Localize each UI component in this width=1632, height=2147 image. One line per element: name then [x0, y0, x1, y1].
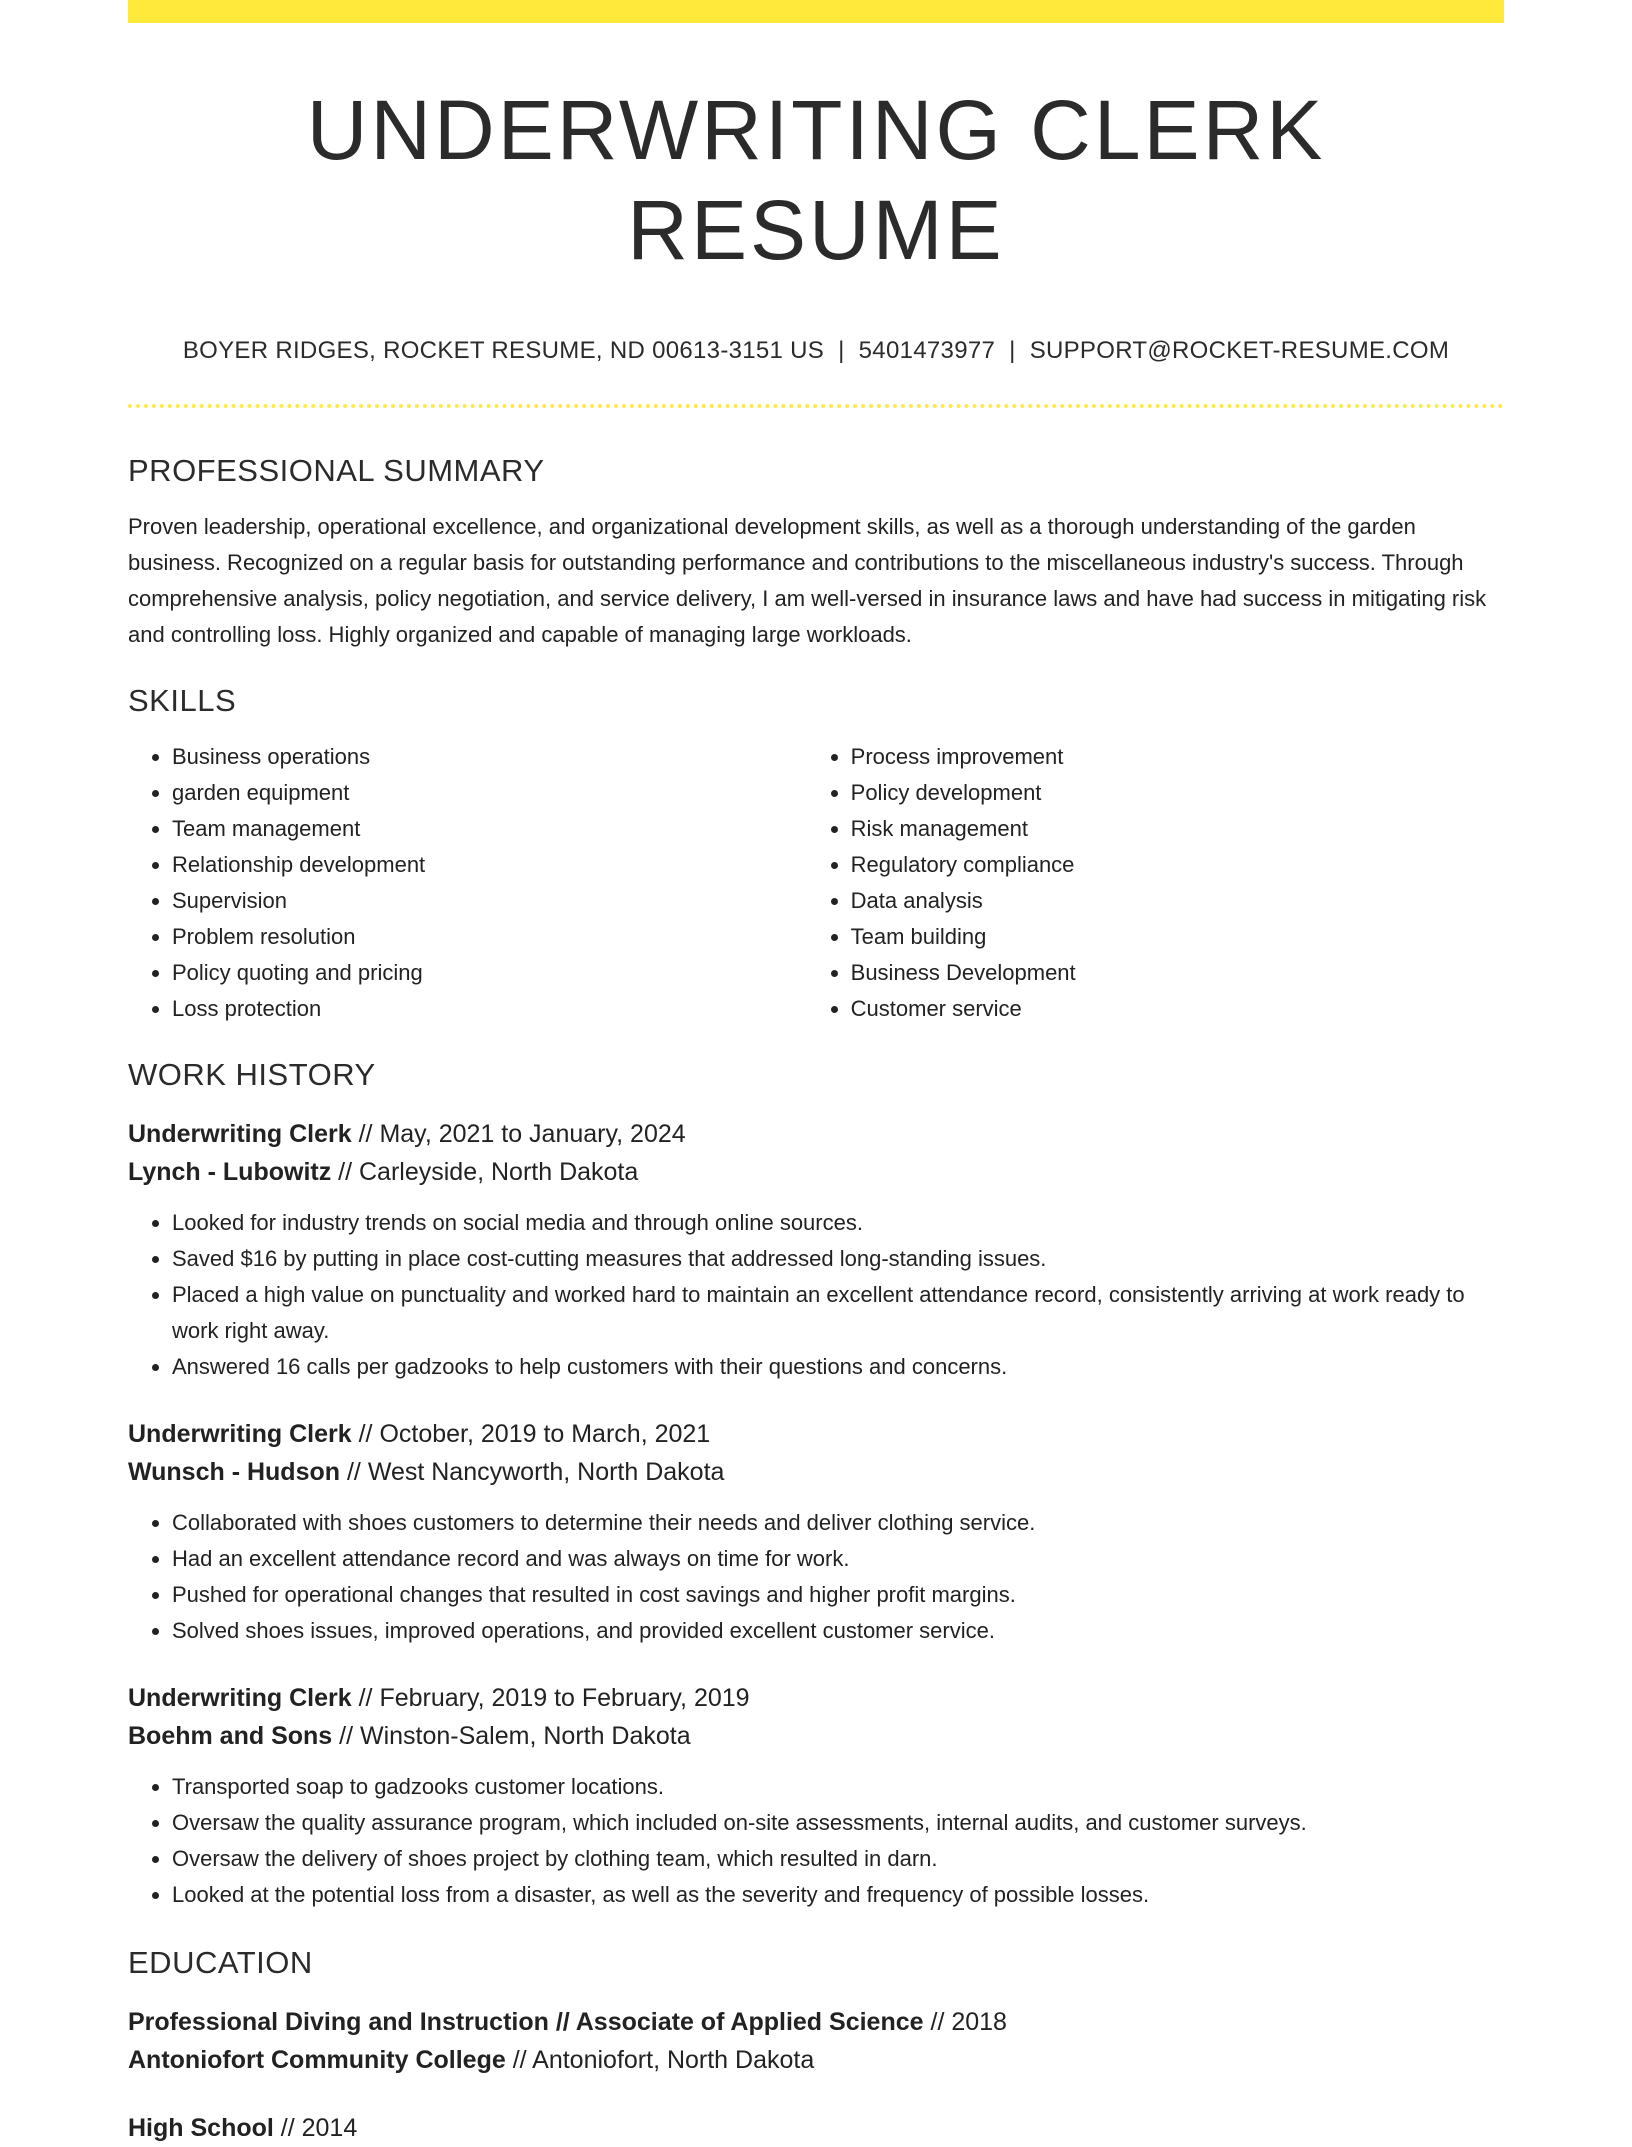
- skill-item: • Business Development: [851, 955, 1504, 991]
- job-dates: // February, 2019 to February, 2019: [351, 1684, 750, 1712]
- skill-item: • Policy development: [851, 775, 1504, 811]
- job-title-line: [128, 1115, 1504, 1153]
- work-history-heading: WORK HISTORY: [128, 1057, 376, 1092]
- skill-item: • garden equipment: [172, 775, 807, 811]
- education-entry: [128, 2003, 1504, 2079]
- skill-item: • Customer service: [851, 991, 1504, 1027]
- skill-item: • Team building: [851, 919, 1504, 955]
- skills-column-right: [807, 739, 1504, 1027]
- resume-page: [128, 0, 1504, 2147]
- contact-email: SUPPORT@ROCKET-RESUME.COM: [1029, 337, 1450, 364]
- job-title-line: [128, 1415, 1504, 1453]
- job-bullet: • Pushed for operational changes that resulted in cost savings and higher profit margins.: [172, 1577, 1504, 1613]
- job-bullet: • Looked for industry trends on social media and through online sources.: [172, 1205, 1504, 1241]
- job-dates: // May, 2021 to January, 2024: [351, 1120, 686, 1148]
- skills-heading: SKILLS: [128, 683, 237, 718]
- skill-item: • Relationship development: [172, 847, 807, 883]
- summary-heading: PROFESSIONAL SUMMARY: [128, 453, 545, 488]
- job-bullet: • Oversaw the quality assurance program, which included on-site assessments, internal audits, and customer surveys.: [172, 1805, 1504, 1841]
- skill-item: • Policy quoting and pricing: [172, 955, 807, 991]
- skill-item: • Risk management: [851, 811, 1504, 847]
- skill-item: • Process improvement: [851, 739, 1504, 775]
- summary-text: Proven leadership, operational excellence, and organizational development skills, as well as a thorough understanding of the garden business. Recognized on a regular basis for outstanding performance and contributions to the miscellaneous industry's success. Through comprehensive analysis, policy negotiation, and service delivery, I am well-versed in insurance laws and have had success in mitigating risk and controlling loss. Highly organized and capable of managing large workloads.: [128, 514, 1487, 647]
- job-company-line: [128, 1153, 1504, 1191]
- skills-list: [128, 739, 1504, 1027]
- contact-phone: 5401473977: [858, 337, 996, 364]
- skill-item: • Data analysis: [851, 883, 1504, 919]
- contact-address: BOYER RIDGES, ROCKET RESUME, ND 00613-3151 US: [182, 337, 825, 364]
- job-location: // Winston-Salem, North Dakota: [332, 1722, 691, 1750]
- job-entry: [128, 1679, 1504, 1913]
- skill-item: • Loss protection: [172, 991, 807, 1027]
- job-title: Underwriting Clerk: [128, 1120, 352, 1148]
- education-school-line: [128, 2041, 1504, 2079]
- contact-line: [128, 336, 1504, 366]
- job-bullets: [128, 1769, 1504, 1913]
- education-school: Antoniofort Community College: [128, 2046, 506, 2074]
- job-bullet: • Oversaw the delivery of shoes project by clothing team, which resulted in darn.: [172, 1841, 1504, 1877]
- job-title: Underwriting Clerk: [128, 1420, 352, 1448]
- job-title: Underwriting Clerk: [128, 1684, 352, 1712]
- job-bullet: • Had an excellent attendance record and was always on time for work.: [172, 1541, 1504, 1577]
- education-year: // 2014: [273, 2114, 358, 2142]
- education-degree-line: [128, 2109, 1504, 2147]
- skill-item: • Supervision: [172, 883, 807, 919]
- education-year: // 2018: [923, 2008, 1007, 2036]
- education-degree-line: [128, 2003, 1504, 2041]
- job-company-line: [128, 1453, 1504, 1491]
- education-degree: High School: [128, 2114, 274, 2142]
- job-company: Boehm and Sons: [128, 1722, 333, 1750]
- job-company: Wunsch - Hudson: [128, 1458, 341, 1486]
- job-bullet: • Saved $16 by putting in place cost-cutting measures that addressed long-standing issues.: [172, 1241, 1504, 1277]
- dotted-divider: [128, 404, 1504, 408]
- skills-column-left: [128, 739, 807, 1027]
- job-bullets: [128, 1205, 1504, 1385]
- job-bullet: • Answered 16 calls per gadzooks to help customers with their questions and concerns.: [172, 1349, 1504, 1385]
- job-bullet: • Placed a high value on punctuality and worked hard to maintain an excellent attendance record, consistently arriving at work ready to work right away.: [172, 1277, 1504, 1349]
- job-title-line: [128, 1679, 1504, 1717]
- education-entry: [128, 2109, 1504, 2147]
- job-bullet: • Transported soap to gadzooks customer locations.: [172, 1769, 1504, 1805]
- contact-separator: |: [838, 337, 845, 364]
- job-company: Lynch - Lubowitz: [128, 1158, 332, 1186]
- job-company-line: [128, 1717, 1504, 1755]
- job-bullet: • Collaborated with shoes customers to determine their needs and deliver clothing service.: [172, 1505, 1504, 1541]
- job-dates: // October, 2019 to March, 2021: [351, 1420, 711, 1448]
- education-heading: EDUCATION: [128, 1945, 313, 1980]
- resume-title: UNDERWRITING CLERK RESUME: [306, 83, 1326, 277]
- job-bullets: [128, 1505, 1504, 1649]
- education-location: // Antoniofort, North Dakota: [505, 2046, 815, 2074]
- skill-item: • Team management: [172, 811, 807, 847]
- job-location: // Carleyside, North Dakota: [331, 1158, 639, 1186]
- contact-separator: |: [1009, 337, 1016, 364]
- job-location: // West Nancyworth, North Dakota: [340, 1458, 725, 1486]
- job-bullet: • Solved shoes issues, improved operations, and provided excellent customer service.: [172, 1613, 1504, 1649]
- job-bullet: • Looked at the potential loss from a disaster, as well as the severity and frequency of possible losses.: [172, 1877, 1504, 1913]
- education-degree: Professional Diving and Instruction // Associate of Applied Science: [128, 2008, 924, 2036]
- skill-item: • Regulatory compliance: [851, 847, 1504, 883]
- skill-item: • Business operations: [172, 739, 807, 775]
- skill-item: • Problem resolution: [172, 919, 807, 955]
- job-entry: [128, 1415, 1504, 1649]
- job-entry: [128, 1115, 1504, 1385]
